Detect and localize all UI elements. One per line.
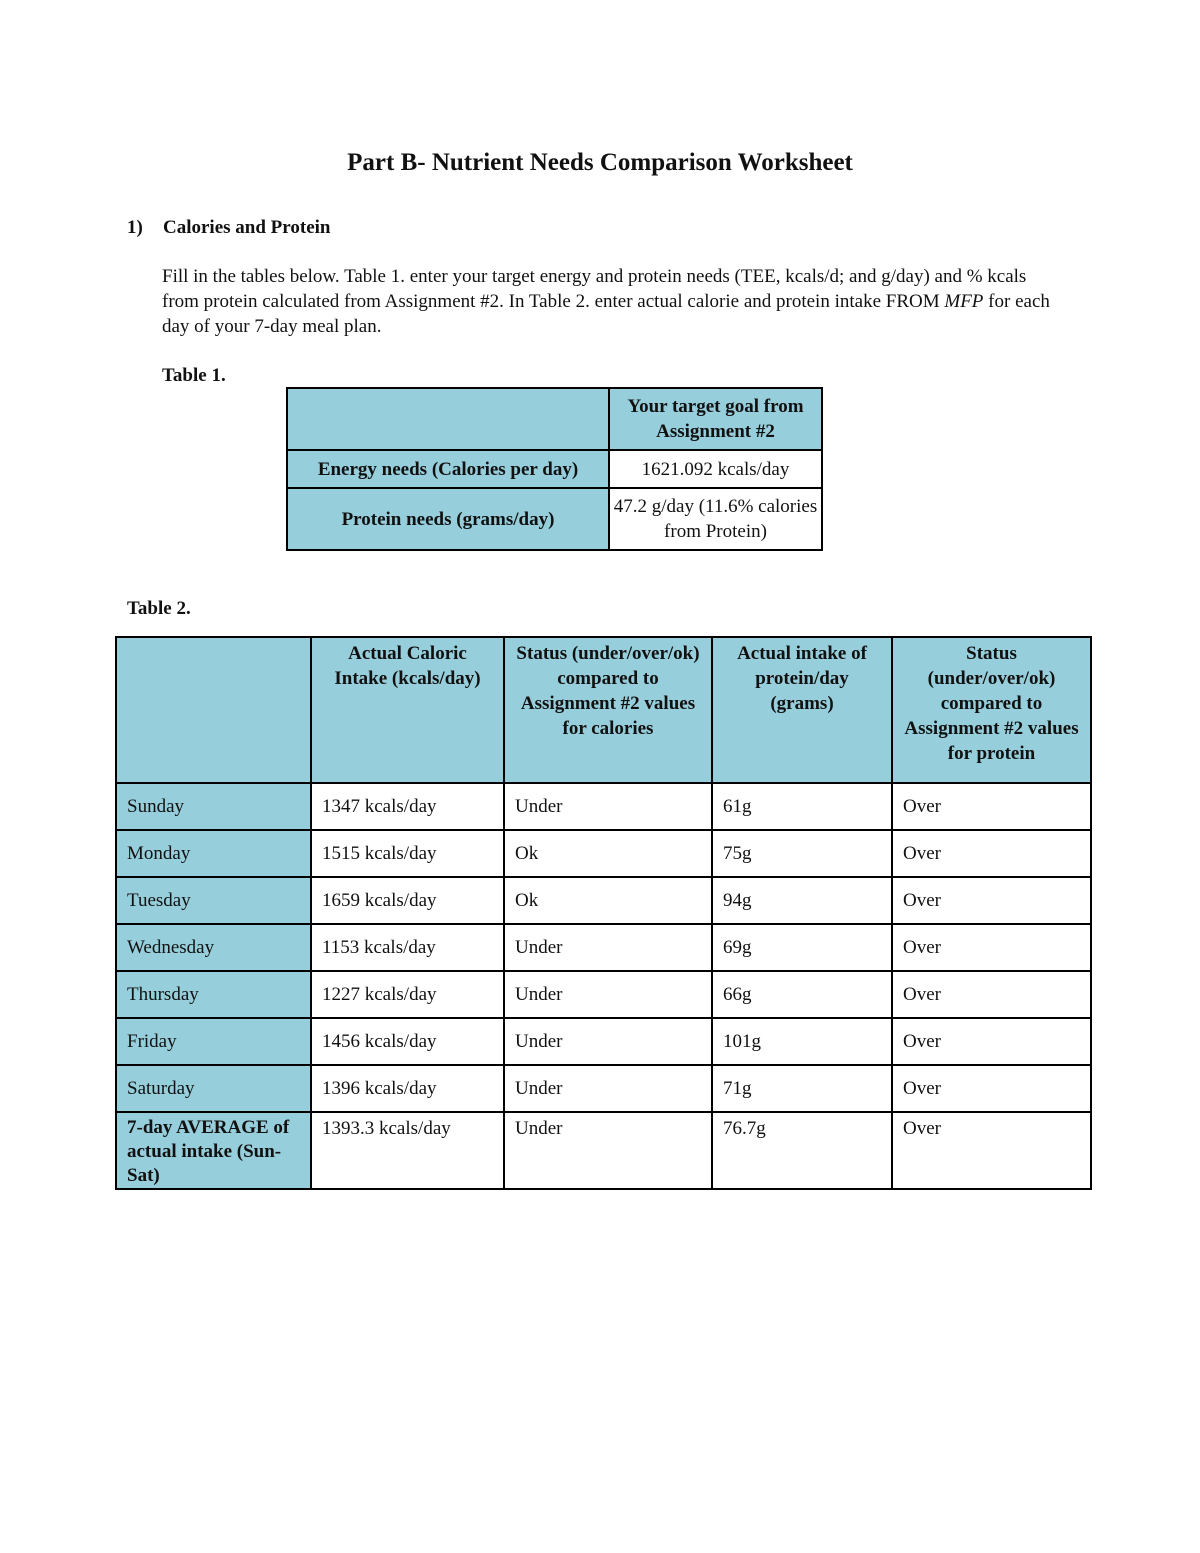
table-corner-cell <box>287 388 609 450</box>
calorie-status-cell: Under <box>504 783 712 830</box>
protein-cell: 61g <box>712 783 892 830</box>
table-header-cell: Status (under/over/ok) compared to Assignment #2 values for calories <box>504 637 712 783</box>
table-row <box>287 450 822 488</box>
energy-target-value: 1621.092 kcals/day <box>609 450 822 488</box>
protein-status-cell: Over <box>892 1065 1091 1112</box>
section-title: Calories and Protein <box>163 217 331 238</box>
protein-status-cell: Over <box>892 877 1091 924</box>
average-row <box>116 1112 1091 1189</box>
instructions-text-end: for each day of your 7-day meal plan. <box>162 291 1050 337</box>
calorie-status-cell: Under <box>504 1065 712 1112</box>
instructions-paragraph <box>162 264 1062 339</box>
protein-cell: 69g <box>712 924 892 971</box>
section-number: 1) <box>127 217 143 238</box>
kcal-cell: 1396 kcals/day <box>311 1065 504 1112</box>
protein-status-cell: Over <box>892 1018 1091 1065</box>
protein-status-cell: Over <box>892 783 1091 830</box>
average-protein-status-cell: Over <box>892 1112 1091 1189</box>
average-protein-cell: 76.7g <box>712 1112 892 1189</box>
calorie-status-cell: Ok <box>504 830 712 877</box>
protein-target-value: 47.2 g/day (11.6% calories from Protein) <box>609 488 822 550</box>
table-header-cell: Your target goal from Assignment #2 <box>609 388 822 450</box>
protein-cell: 75g <box>712 830 892 877</box>
average-kcal-cell: 1393.3 kcals/day <box>311 1112 504 1189</box>
day-cell: Monday <box>116 830 311 877</box>
protein-cell: 101g <box>712 1018 892 1065</box>
table-row <box>116 783 1091 830</box>
day-cell: Saturday <box>116 1065 311 1112</box>
day-cell: Friday <box>116 1018 311 1065</box>
kcal-cell: 1456 kcals/day <box>311 1018 504 1065</box>
target-needs-table <box>286 387 823 551</box>
protein-cell: 71g <box>712 1065 892 1112</box>
day-cell: Wednesday <box>116 924 311 971</box>
row-label: Energy needs (Calories per day) <box>287 450 609 488</box>
protein-status-cell: Over <box>892 971 1091 1018</box>
section-heading <box>127 214 330 242</box>
page-title: Part B- Nutrient Needs Comparison Worksheet <box>347 149 853 176</box>
kcal-cell: 1515 kcals/day <box>311 830 504 877</box>
average-calorie-status-cell: Under <box>504 1112 712 1189</box>
calorie-status-cell: Under <box>504 971 712 1018</box>
calorie-status-cell: Ok <box>504 877 712 924</box>
table-header-cell: Actual intake of protein/day (grams) <box>712 637 892 783</box>
table1-label: Table 1. <box>162 365 226 386</box>
table2-label: Table 2. <box>127 598 191 619</box>
protein-status-cell: Over <box>892 830 1091 877</box>
table-header-row <box>116 637 1091 783</box>
instructions-text: Fill in the tables below. Table 1. enter your target energy and protein needs (TEE, kcals/d; and g/day) and % kcals from protein calculated from Assignment #2. In Table 2. enter actual calorie and protein intake FROM <box>162 266 1027 312</box>
table-row <box>116 971 1091 1018</box>
table-row <box>116 1018 1091 1065</box>
table-header-cell <box>116 637 311 783</box>
row-label: Protein needs (grams/day) <box>287 488 609 550</box>
day-cell: Sunday <box>116 783 311 830</box>
average-label-cell: 7-day AVERAGE of actual intake (Sun-Sat) <box>116 1112 311 1189</box>
table-header-cell: Status (under/over/ok) compared to Assignment #2 values for protein <box>892 637 1091 783</box>
table-row <box>287 388 822 450</box>
kcal-cell: 1227 kcals/day <box>311 971 504 1018</box>
protein-status-cell: Over <box>892 924 1091 971</box>
mfp-text: MFP <box>944 291 984 312</box>
day-cell: Thursday <box>116 971 311 1018</box>
kcal-cell: 1347 kcals/day <box>311 783 504 830</box>
calorie-status-cell: Under <box>504 924 712 971</box>
table-row <box>116 1065 1091 1112</box>
kcal-cell: 1659 kcals/day <box>311 877 504 924</box>
calorie-status-cell: Under <box>504 1018 712 1065</box>
day-cell: Tuesday <box>116 877 311 924</box>
protein-cell: 66g <box>712 971 892 1018</box>
table-row <box>116 924 1091 971</box>
table-row <box>287 488 822 550</box>
protein-cell: 94g <box>712 877 892 924</box>
daily-intake-table <box>115 636 1092 1190</box>
table-row <box>116 830 1091 877</box>
table-header-cell: Actual Caloric Intake (kcals/day) <box>311 637 504 783</box>
table-row <box>116 877 1091 924</box>
kcal-cell: 1153 kcals/day <box>311 924 504 971</box>
